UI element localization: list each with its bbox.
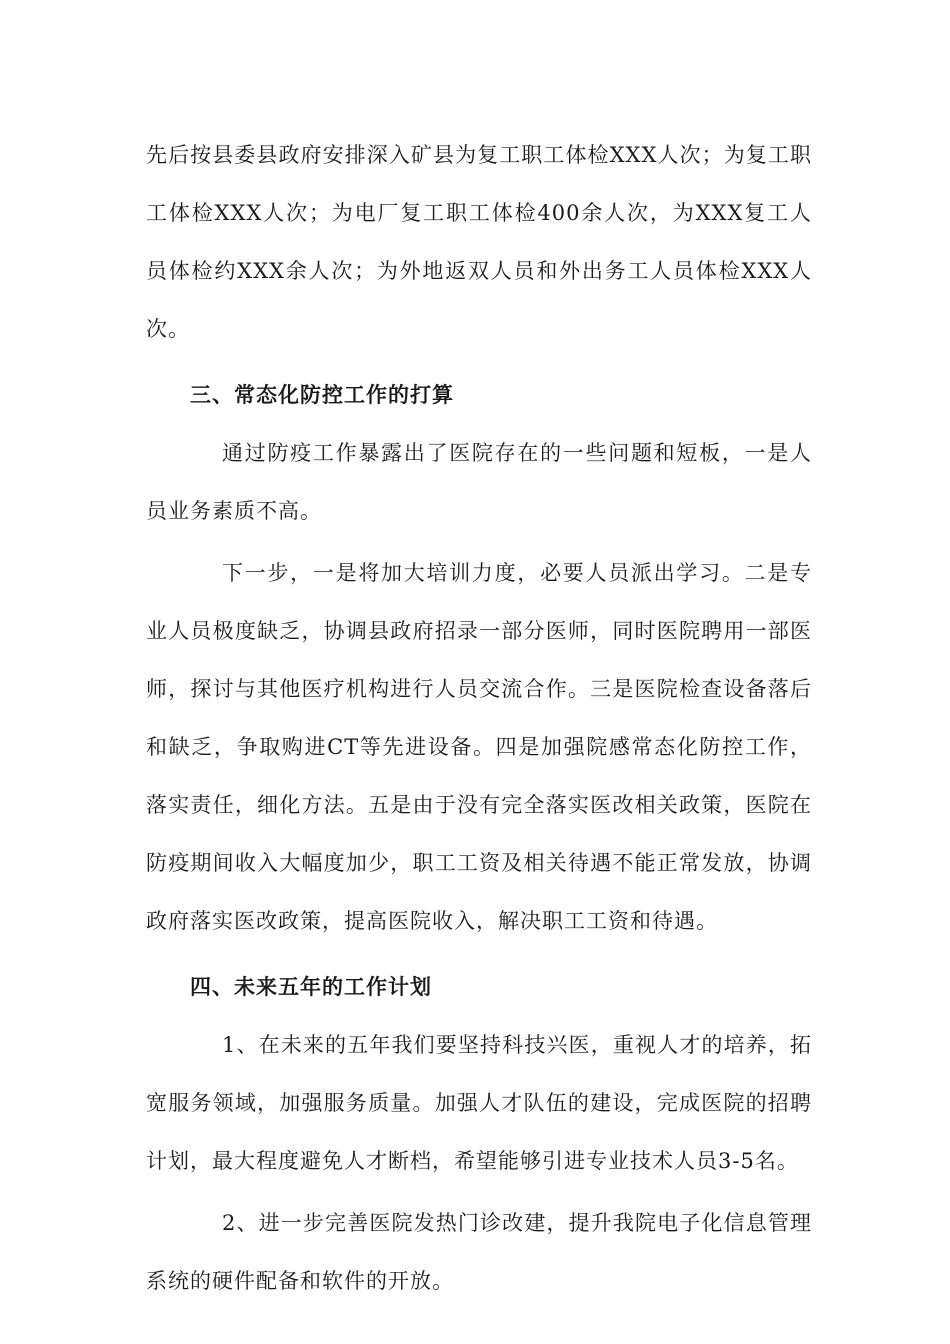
section-heading-normalized-prevention: 三、常态化防控工作的打算 — [190, 383, 454, 407]
paragraph-next-steps: 下一步，一是将加大培训力度，必要人员派出学习。二是专业人员极度缺乏，协调县政府招录一部分医师，同时医院聘用一部医师，探讨与其他医疗机构进行人员交流合作。三是医院检查设备落后和缺乏，争取购进CT等先进设备。四是加强院感常态化防控工作，落实责任，细化方法。五是由于没有完全落实医改相关政策，医院在防疫期间收入大幅度加少，职工工资及相关待遇不能正常发放，协调政府落实医改政策，提高医院收入，解决职工工资和待遇。 — [146, 561, 812, 933]
paragraph-problems: 通过防疫工作暴露出了医院存在的一些问题和短板，一是人员业务素质不高。 — [146, 441, 812, 523]
paragraph-health-checks: 先后按县委县政府安排深入矿县为复工职工体检XXX人次；为复工职工体检XXX人次；为电厂复工职工体检400余人次，为XXX复工人员体检约XXX余人次；为外地返双人员和外出务工人员体检XXX人次。 — [146, 143, 812, 341]
paragraph-plan-item-2: 2、进一步完善医院发热门诊改建，提升我院电子化信息管理系统的硬件配备和软件的开放。 — [146, 1211, 812, 1293]
section-heading-five-year-plan: 四、未来五年的工作计划 — [190, 975, 432, 999]
document-page — [146, 126, 812, 1310]
paragraph-plan-item-1: 1、在未来的五年我们要坚持科技兴医，重视人才的培养，拓宽服务领域，加强服务质量。加强人才队伍的建设，完成医院的招聘计划，最大程度避免人才断档，希望能够引进专业技术人员3-5名。 — [146, 1033, 812, 1173]
